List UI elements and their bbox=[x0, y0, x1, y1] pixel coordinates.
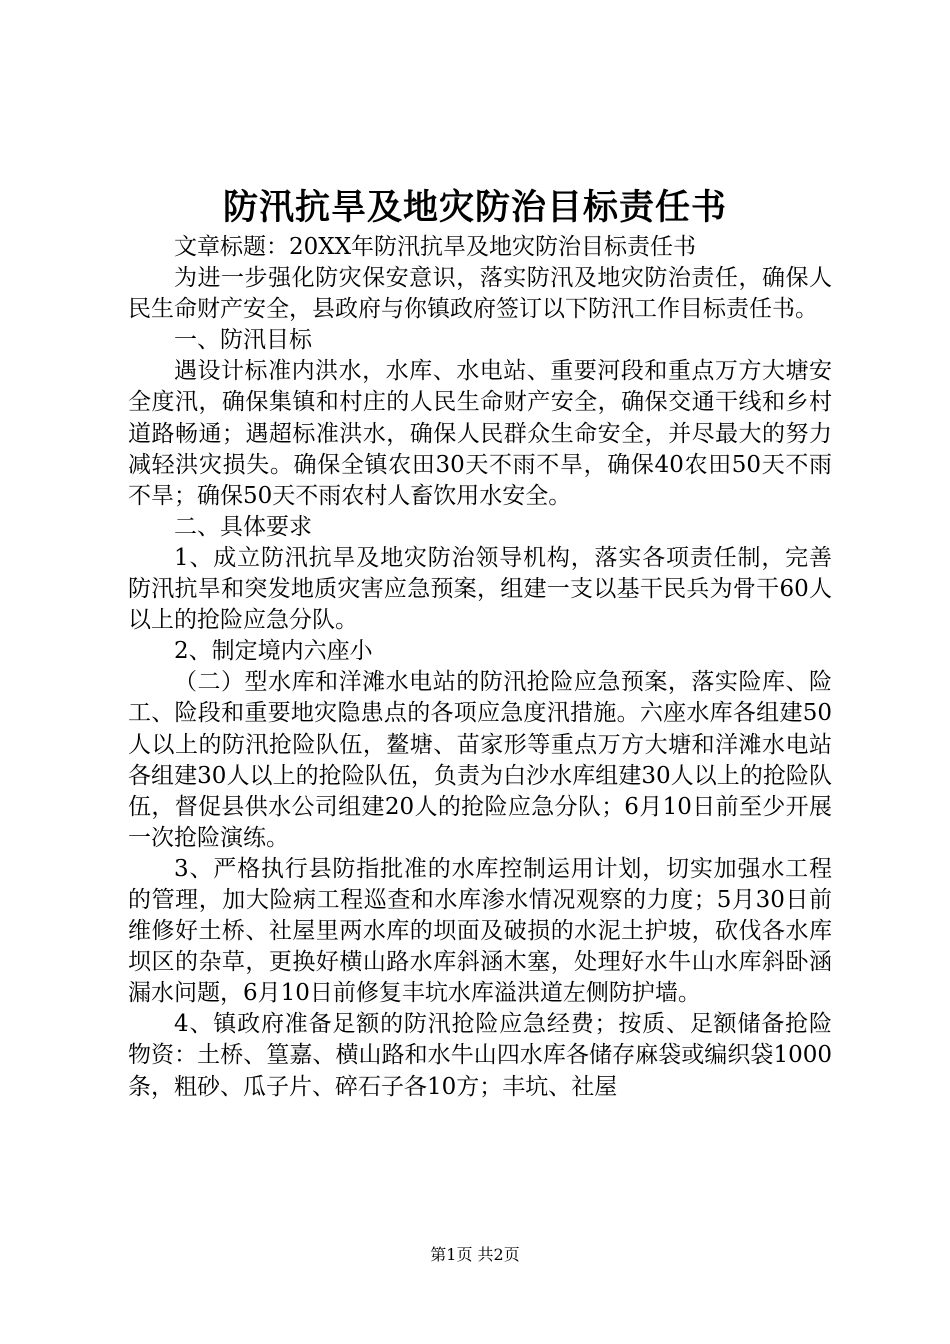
article-heading-line: 文章标题：20XX年防汛抗旱及地灾防治目标责任书 bbox=[174, 234, 697, 260]
section-heading-goals: 一、防汛目标 bbox=[174, 327, 312, 354]
section-heading-requirements: 二、具体要求 bbox=[174, 513, 312, 540]
document-title: 防汛抗旱及地灾防治目标责任书 bbox=[222, 187, 727, 228]
page-number-footer: 第1页 共2页 bbox=[430, 1245, 520, 1264]
paragraph-requirement-2-continued: （二）型水库和洋滩水电站的防汛抢险应急预案，落实险库、险工、险段和重要地灾隐患点的各项应急度汛措施。六座水库各组建50人以上的防汛抢险队伍，鳌塘、苗家形等重点万方大塘和洋滩水电站各组建30人以上的抢险队伍，负责为白沙水库组建30人以上的抢险队伍，督促县供水公司组建20人的抢险应急分队；6月10日前至少开展一次抢险演练。 bbox=[128, 669, 832, 851]
paragraph-requirement-1: 1、成立防汛抗旱及地灾防治领导机构，落实各项责任制，完善防汛抗旱和突发地质灾害应急预案，组建一支以基干民兵为骨干60人以上的抢险应急分队。 bbox=[128, 544, 832, 634]
paragraph-requirement-4: 4、镇政府准备足额的防汛抢险应急经费；按质、足额储备抢险物资：土桥、篁嘉、横山路和水牛山四水库各储存麻袋或编织袋1000条，粗砂、瓜子片、碎石子各10方；丰坑、社屋 bbox=[128, 1011, 832, 1100]
document-body bbox=[128, 232, 832, 1103]
paragraph-goals: 遇设计标准内洪水，水库、水电站、重要河段和重点万方大塘安全度汛，确保集镇和村庄的人民生命财产安全，确保交通干线和乡村道路畅通；遇超标准洪水，确保人民群众生命安全，并尽最大的努力减轻洪灾损失。确保全镇农田30天不雨不旱，确保40农田50天不雨不旱；确保50天不雨农村人畜饮用水安全。 bbox=[128, 358, 832, 509]
paragraph-intro: 为进一步强化防灾保安意识，落实防汛及地灾防治责任，确保人民生命财产安全，县政府与你镇政府签订以下防汛工作目标责任书。 bbox=[128, 265, 832, 323]
paragraph-requirement-2: 2、制定境内六座小 bbox=[174, 638, 373, 665]
paragraph-requirement-3: 3、严格执行县防指批准的水库控制运用计划，切实加强水工程的管理，加大险病工程巡查和水库渗水情况观察的力度；5月30日前维修好土桥、社屋里两水库的坝面及破损的水泥土护坡，砍伐各水库坝区的杂草，更换好横山路水库斜涵木塞，处理好水牛山水库斜卧涵漏水问题，6月10日前修复丰坑水库溢洪道左侧防护墙。 bbox=[128, 855, 832, 1007]
